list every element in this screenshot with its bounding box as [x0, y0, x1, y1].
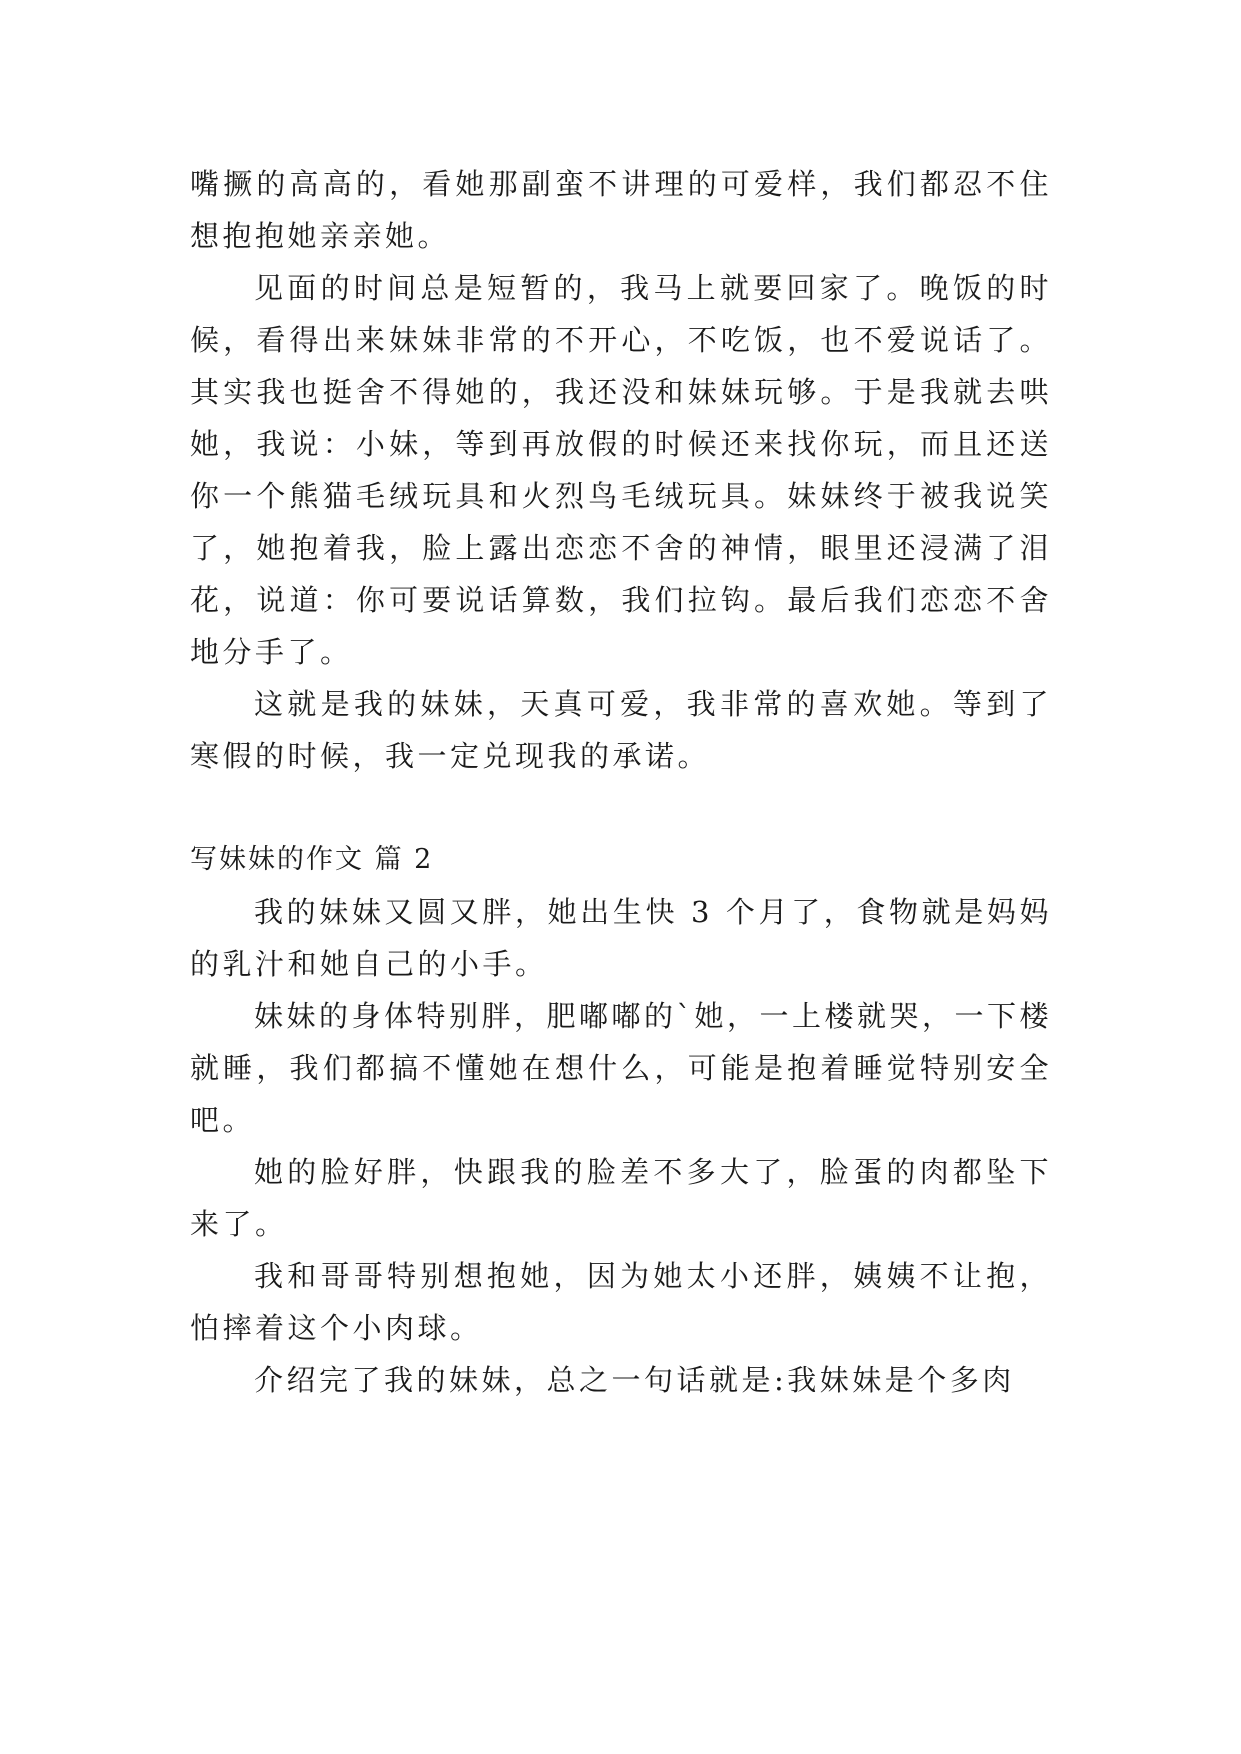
document-body [190, 158, 1052, 1406]
paragraph: 这就是我的妹妹，天真可爱，我非常的喜欢她。等到了寒假的时候，我一定兑现我的承诺。 [190, 687, 1052, 773]
paragraph: 我和哥哥特别想抱她，因为她太小还胖，姨姨不让抱，怕摔着这个小肉球。 [190, 1259, 1052, 1345]
paragraph: 妹妹的身体特别胖，肥嘟嘟的`她，一上楼就哭，一下楼就睡，我们都搞不懂她在想什么，可能是抱着睡觉特别安全吧。 [190, 999, 1053, 1137]
paragraph: 见面的时间总是短暂的，我马上就要回家了。晚饭的时候，看得出来妹妹非常的不开心，不吃饭，也不爱说话了。其实我也挺舍不得她的，我还没和妹妹玩够。于是我就去哄她，我说：小妹，等到再放假的时候还来找你玩，而且还送你一个熊猫毛绒玩具和火烈鸟毛绒玩具。妹妹终于被我说笑了，她抱着我，脸上露出恋恋不舍的神情，眼里还浸满了泪花，说道：你可要说话算数，我们拉钩。最后我们恋恋不舍地分手了。 [190, 271, 1052, 669]
paragraph: 嘴撅的高高的，看她那副蛮不讲理的可爱样，我们都忍不住想抱抱她亲亲她。 [190, 167, 1052, 253]
section-title: 写妹妹的作文 篇 2 [190, 844, 434, 875]
section-spacer [190, 782, 1052, 834]
paragraph: 她的脸好胖，快跟我的脸差不多大了，脸蛋的肉都坠下来了。 [190, 1155, 1052, 1241]
paragraph: 介绍完了我的妹妹，总之一句话就是:我妹妹是个多肉 [254, 1363, 1015, 1397]
paragraph: 我的妹妹又圆又胖，她出生快 3 个月了，食物就是妈妈的乳汁和她自己的小手。 [190, 895, 1052, 981]
